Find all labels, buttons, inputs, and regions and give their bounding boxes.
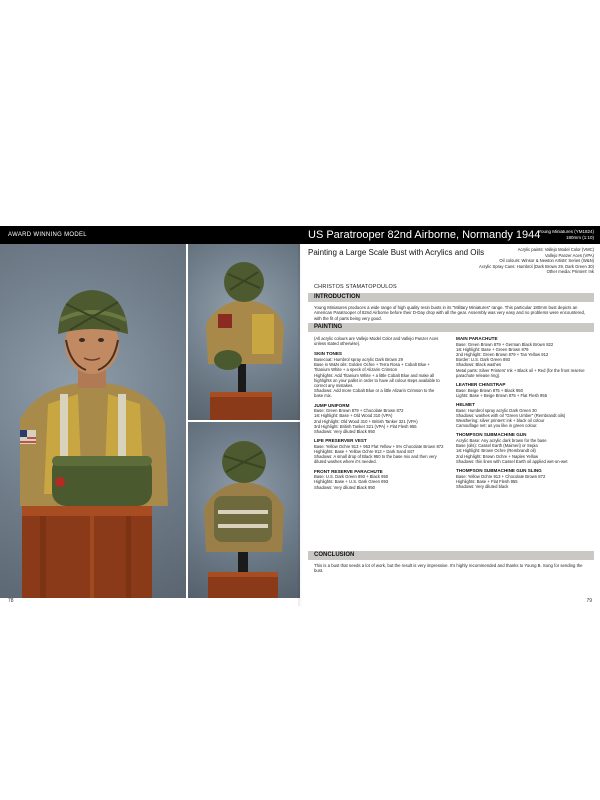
paint-line: 2nd Highlight: Green Brown 879 + Tan Yellow 912 <box>456 352 549 357</box>
paint-block <box>456 432 592 464</box>
paint-line: Metal parts: Silver Printers' Ink + Black oil + Red (for the front reserve parachute release ring). <box>456 367 585 378</box>
paint-line: Highlights: Base + Flat Flesh 955 <box>456 478 518 484</box>
paints-line: Other media: Printers' Ink <box>546 269 594 274</box>
bust-back-photo <box>188 422 300 598</box>
paint-line: Base: Green Brown 879 + Chocolate Brown 872 <box>314 408 404 414</box>
kit-info <box>538 229 594 240</box>
paint-block <box>456 402 592 428</box>
left-page-header <box>0 226 300 244</box>
paint-block <box>456 336 592 378</box>
right-page-number: 79 <box>586 598 592 604</box>
paint-line: 1st Highlight: Base + Old Wood 310 (VPA) <box>314 413 393 419</box>
book-gutter <box>298 226 302 606</box>
paint-line: Shadows: Black washes <box>456 362 502 368</box>
painting-column-left <box>314 336 444 494</box>
paint-block-heading: HELMET <box>456 402 475 408</box>
paint-block <box>456 468 592 489</box>
bust-front-illustration <box>0 244 186 598</box>
kit-info-line: 180mm (1:10) <box>565 234 594 240</box>
paint-block-heading: MAIN PARACHUTE <box>456 336 498 341</box>
paint-block-heading: LIFE PRESERVER VEST <box>314 438 367 444</box>
paint-line: Base: Green Brown 879 + German Black Brown 822 <box>456 341 554 347</box>
paint-line: Lights: Base + Beige Brown 875 + Flat Flesh 955 <box>456 392 548 398</box>
left-page <box>0 226 300 606</box>
paint-block-heading: THOMPSON SUBMACHINE GUN SLING <box>456 468 542 474</box>
paint-line: 2nd Highlight: Old Wood 310 + British Tanker 321 (VPA) <box>314 418 418 424</box>
right-page <box>300 226 600 606</box>
introduction-text: Young Miniatures produces a wide range of high quality resin busts in its "Military Miniatures" range. This particular 180mm bust depicts an American Paratrooper of 82nd Airborne before their D-Day drop with all the gear. Assembly was very easy and no problems were encountered, with the fit of parts being very good. <box>314 305 586 321</box>
bust-back-illustration <box>188 422 300 598</box>
kit-info-line: Young Miniatures (YM1824) <box>538 229 594 234</box>
paint-line: Base: Yellow Ochre 913 + 953 Flat Yellow + 5% Chocolate Brown 872 <box>314 443 444 449</box>
paint-block <box>314 469 444 490</box>
conclusion-heading: CONCLUSION <box>314 552 355 558</box>
article-subtitle: Painting a Large Scale Bust with Acrylics and Oils <box>308 248 485 257</box>
conclusion-heading-bar <box>308 551 594 560</box>
introduction-heading: INTRODUCTION <box>314 294 360 300</box>
paint-line: 1st Highlight: Base + Green Brown 879 <box>456 346 529 352</box>
bust-side-photo <box>188 244 300 420</box>
paint-line: Base in W&N oils: Golden Ochre + Terra Rosa + Cobalt Blue + Titanium White + a speck of Alizarin Crimson <box>314 362 430 373</box>
paint-block-heading: SKIN TONES <box>314 351 342 357</box>
bust-front-photo <box>0 244 186 598</box>
paint-block <box>456 382 592 398</box>
paint-line: Base (oils): Cassel Earth (Maimeri) or Sepia <box>456 443 538 449</box>
paint-line: Shadows: thin lines with Cassel Earth oil applied wet-on-wet <box>456 458 568 464</box>
paint-line: Highlights: Base + Yellow Ochre 913 + Dark Sand 847 <box>314 449 415 455</box>
author-name: CHRISTOS STAMATOPOULOS <box>314 284 397 290</box>
paint-line: Acrylic Base: Any acrylic dark brown for the base <box>456 438 547 444</box>
paint-line: 3rd Highlight: British Tanker 321 (VPA) + Flat Flesh 955 <box>314 423 417 429</box>
paint-line: Shadows: A small drop of Black 950 to the base mix and then very diluted washes where it's needed. <box>314 454 437 465</box>
paint-line: Weathering: silver printers' ink + black oil colour <box>456 418 545 424</box>
paint-block-heading: FRONT RESERVE PARACHUTE <box>314 468 383 474</box>
paint-line: Border: U.S. Dark Green 893 <box>456 357 510 363</box>
article-header <box>300 226 600 244</box>
introduction-heading-bar <box>308 293 594 302</box>
paints-line: Acrylic paints: Vallejo Model Color (VMC) <box>517 247 594 252</box>
paint-line: Shadows: Very diluted Black 950 <box>314 484 375 490</box>
paints-line: Vallejo Panzer Aces (VPA) <box>545 252 594 258</box>
bust-side-illustration <box>188 244 300 420</box>
paint-line: Highlights: Base + U.S. Dark Green 893 <box>314 479 389 485</box>
painting-intro: (All acrylic colours are Vallejo Model Color and Vallejo Panzer Aces unless stated otherwise). <box>314 336 439 347</box>
paint-line: Basecoat: Humbrol spray acrylic Dark Brown 29 <box>314 357 403 362</box>
book-spread <box>0 226 600 606</box>
paint-line: Camouflage net: as you like in green colour. <box>456 423 538 429</box>
paint-line: Base: Yellow Ochre 913 + Chocolate Brown 872 <box>456 473 546 479</box>
section-label: AWARD WINNING MODEL <box>8 232 87 238</box>
conclusion-text: This is a bust that needs a lot of work, but the result is very impressive. It's highly recommended and thanks to Young B. Song for sending the bust. <box>314 563 583 574</box>
paint-line: Shadows: Very diluted black <box>456 484 509 490</box>
painting-column-right <box>456 336 592 493</box>
paint-line: Base: Beige Brown 875 + Black 950 <box>456 387 523 393</box>
paint-line: Shadows: Add more Cobalt Blue or a little Alizarin Crimson to the base mix. <box>314 388 435 399</box>
paint-line: Base: Humbrol spray acrylic Dark Green 30 <box>456 407 537 413</box>
paint-line: Highlights: Add Titanium White + a little Cobalt Blue and make all highlights on your pallet in order to have all colour steps available to correct any mistakes. <box>314 372 440 389</box>
paint-line: Base: U.S. Dark Green 893 + Black 950 <box>314 474 389 480</box>
paints-used <box>479 247 594 275</box>
paint-block-heading: JUMP UNIFORM <box>314 402 350 408</box>
paints-line: Oil colours: Winsor & Newton Artists' Series (W&N) <box>499 258 594 263</box>
paint-block <box>314 351 444 398</box>
paint-line: 2nd Highlight: Brown Ochre + Naples Yellow <box>456 453 539 459</box>
left-page-number: 78 <box>8 598 14 604</box>
painting-heading: PAINTING <box>314 324 343 330</box>
painting-heading-bar <box>308 323 594 332</box>
paint-line: Shadows: washes with oil "Green Umber" (Rembrandt oils) <box>456 412 566 418</box>
article-title: US Paratrooper 82nd Airborne, Normandy 1944 <box>308 229 541 241</box>
paint-block <box>314 403 444 435</box>
paint-block <box>314 438 444 464</box>
paint-line: Shadows: Very diluted Black 950 <box>314 429 375 435</box>
paint-block-heading: LEATHER CHINSTRAP <box>456 382 506 388</box>
paint-line: 1st Highlight: Brown Ochre (Rembrandt oil) <box>456 448 536 454</box>
paints-line: Acrylic Spray Cans: Humbrol (Dark Brown 29, Dark Green 30) <box>479 263 594 269</box>
paint-block-heading: THOMPSON SUBMACHINE GUN <box>456 432 527 438</box>
